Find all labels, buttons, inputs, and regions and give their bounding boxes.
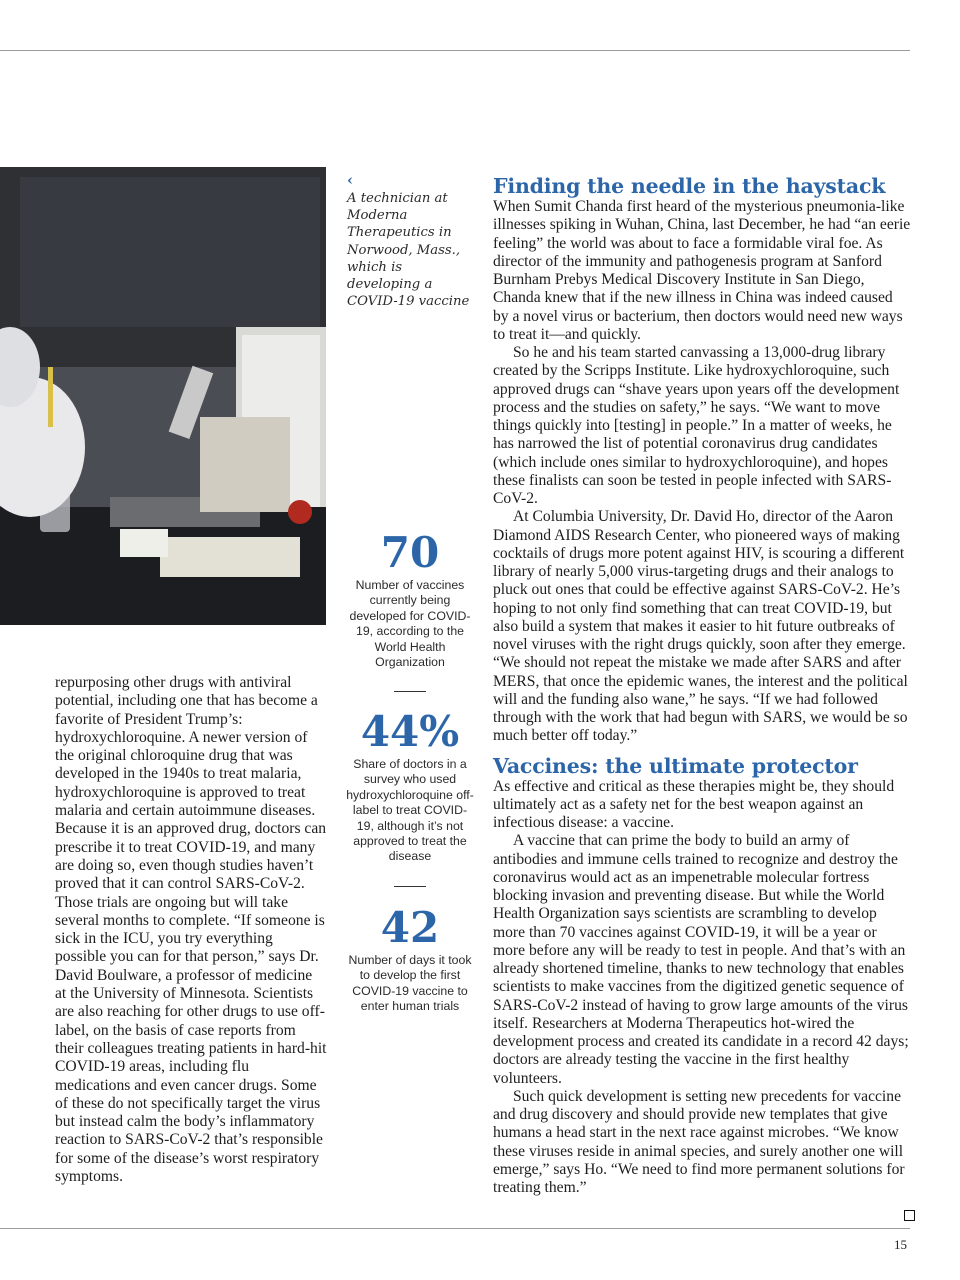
bottom-rule [0, 1228, 910, 1229]
body-paragraph: As effective and critical as these therapies might be, they should ultimately act as a safety net for the best weapon against an infectious disease: a vaccine. [493, 777, 895, 831]
body-paragraph: At Columbia University, Dr. David Ho, director of the Aaron Diamond AIDS Research Center, who pioneered ways of making cocktails of drugs more potent against HIV, is scouring a different library of nearly 5,000 virus-targeting drugs and their analogs to pluck out ones that could be effective against SARS-CoV-2. He’s hoping to not only find something that can treat COVID-19, but also build a system that makes it easier to hit future outbreaks of novel viruses with the right drugs quickly, soon after they emerge. “We should not repeat the mistake we made after SARS and after MERS, that once the epidemic wanes, the interest and the political will and the funding also wane,” he says. “If we had followed through with the work that had begun with SARS, we would be so much better off today.” [493, 508, 908, 745]
section-heading: Vaccines: the ultimate protector [493, 753, 858, 778]
stat-vaccines [346, 530, 474, 670]
chevron-left-icon: ‹ [347, 171, 353, 189]
stat-description: Share of doctors in a survey who used hydroxychloroquine off-label to treat COVID-19, although it’s not approved to treat the disease [346, 757, 474, 864]
stat-divider [394, 886, 426, 887]
photo-caption [347, 172, 477, 310]
top-rule [0, 50, 910, 51]
left-column [55, 674, 327, 1186]
body-paragraph: So he and his team started canvassing a 13,000-drug library created by the Scripps Institute. Like hydroxychloroquine, such approved drugs can “shave years upon years off the development process and the studies on safety,” he says. “We want to move things quickly into [testing] in people.” In a matter of weeks, he has narrowed the list of potential coronavirus drug candidates (which include ones similar to hydroxychloroquine), and hopes these finalists can soon be tested in people infected with SARS-CoV-2. [493, 344, 900, 507]
stat-number: 70 [380, 528, 440, 577]
body-paragraph: A vaccine that can prime the body to build an army of antibodies and immune cells trained to recognize and destroy the coronavirus would act as an impenetrable molecular fortress blocking invasion and preventing disease. But while the World Health Organization says scientists are scrambling to develop more than 70 vaccines against COVID-19, it will be a year or more before any will be ready to test in people. And that’s with an already shortened timeline, thanks to new technology that enables scientists to make vaccines from the digitized genetic sequence of SARS-CoV-2 instead of having to grow large amounts of the virus itself. Researchers at Moderna Therapeutics hot-wired the development process and created its candidate in a record 42 days; doctors are already testing the vaccine in the first healthy volunteers. [493, 832, 909, 1087]
photo-illustration [0, 167, 326, 625]
stat-divider [394, 691, 426, 692]
stat-description: Number of days it took to develop the first COVID-19 vaccine to enter human trials [348, 953, 472, 1014]
stat-number: 42 [380, 903, 440, 952]
stat-number: 44% [360, 707, 460, 756]
caption-text: A technician at Moderna Therapeutics in Norwood, Mass., which is developing a COVID-19 vaccine [347, 191, 470, 310]
stat-description: Number of vaccines currently being developed for COVID-19, according to the World Health Organization [349, 578, 471, 670]
body-paragraph: Such quick development is setting new precedents for vaccine and drug discovery and should provide new templates that give humans a head start in the next race against microbes. “We know these viruses reside in animal species, and surely another one will emerge,” says Ho. “We need to find more permanent solutions for treating them.” [493, 1087, 905, 1196]
end-of-article-icon [898, 1205, 915, 1224]
body-paragraph: repurposing other drugs with antiviral potential, including one that has become a favorite of President Trump’s: hydroxychloroquine. A newer version of the original chloroquine drug that was developed in the 1940s to treat malaria, hydroxychloroquine is approved to treat malaria and certain autoimmune diseases. Because it is an approved drug, doctors can prescribe it to treat COVID-19, and many are doing so, even though studies haven’t proved that it can control SARS-CoV-2. Those trials are ongoing but will take several months to complete. “If someone is sick in the ICU, you try everything possible you can for that person,” says Dr. David Boulware, a professor of medicine at the University of Minnesota. Scientists are also reaching for other drugs to use off-label, on the basis of case reports from their colleagues treating patients in hard-hit COVID-19 areas, including flu medications and even cancer drugs. Some of these do not specifically target the virus but instead calm the body’s inflammatory reaction to SARS-CoV-2 that’s responsible for some of the disease’s worst respiratory symptoms. [55, 674, 327, 1186]
body-paragraph: When Sumit Chanda first heard of the mysterious pneumonia-like illnesses spiking in Wuhan, China, last December, he had “an eerie feeling” the world was about to face a formidable viral foe. As director of the immunity and pathogenesis program at Sanford Burnham Prebys Medical Discovery Institute in San Diego, Chanda knew that if the new illness in China was indeed caused by a novel virus or bacterium, then doctors would need new ways to treat it—and quickly. [493, 198, 911, 343]
lab-technician-photo [0, 167, 326, 625]
page-number: 15 [894, 1237, 907, 1252]
stat-doctors [346, 709, 474, 865]
stat-days [346, 905, 474, 1015]
section-heading: Finding the needle in the haystack [493, 174, 886, 198]
right-column [493, 174, 911, 1197]
